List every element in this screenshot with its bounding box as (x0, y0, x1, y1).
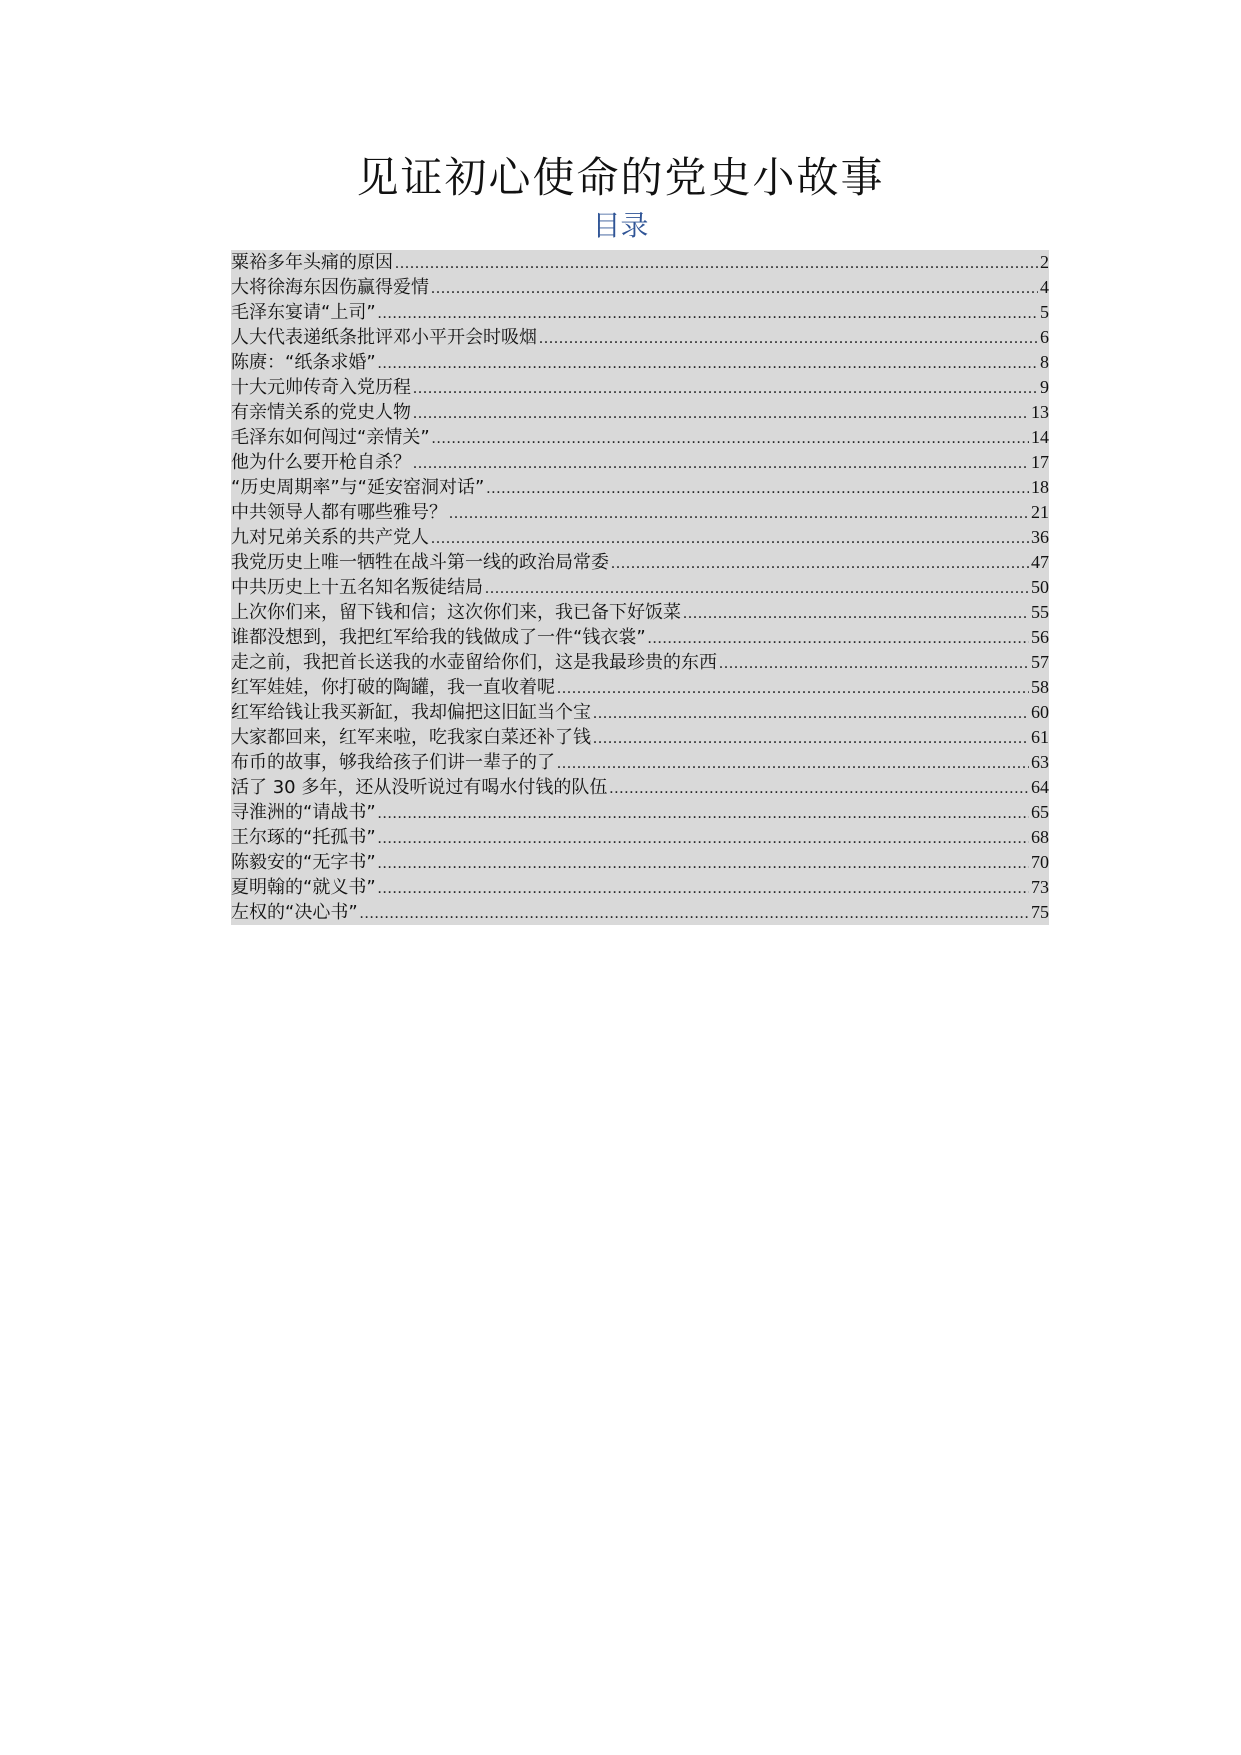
toc-entry-title[interactable]: 我党历史上唯一牺牲在战斗第一线的政治局常委 (231, 552, 609, 573)
toc-entry-page[interactable]: 2 (1040, 252, 1049, 272)
toc-entry[interactable] (231, 650, 1049, 675)
toc-entry-page[interactable]: 75 (1031, 902, 1049, 922)
toc-entry[interactable] (231, 425, 1049, 450)
toc-entry-page[interactable]: 9 (1040, 377, 1049, 397)
toc-dot-leader (413, 451, 1029, 475)
toc-entry[interactable] (231, 500, 1049, 525)
toc-dot-leader (395, 251, 1038, 275)
toc-entry-title[interactable]: 十大元帅传奇入党历程 (231, 377, 411, 398)
toc-entry[interactable] (231, 875, 1049, 900)
toc-entry-page[interactable]: 14 (1031, 427, 1049, 447)
toc-entry-page[interactable]: 64 (1031, 777, 1049, 797)
toc-entry[interactable] (231, 350, 1049, 375)
toc-entry-page[interactable]: 50 (1031, 577, 1049, 597)
toc-dot-leader (593, 701, 1029, 725)
toc-entry-page[interactable]: 68 (1031, 827, 1049, 847)
toc-entry-page[interactable]: 65 (1031, 802, 1049, 822)
toc-dot-leader (413, 401, 1029, 425)
toc-dot-leader (719, 651, 1029, 675)
toc-entry[interactable] (231, 750, 1049, 775)
toc-dot-leader (683, 601, 1029, 625)
toc-entry-title[interactable]: 活了 30 多年，还从没听说过有喝水付钱的队伍 (231, 777, 608, 798)
toc-entry-page[interactable]: 70 (1031, 852, 1049, 872)
toc-entry[interactable] (231, 450, 1049, 475)
toc-entry-title[interactable]: 王尔琢的“托孤书” (231, 827, 376, 848)
toc-dot-leader (449, 501, 1029, 525)
toc-entry-page[interactable]: 36 (1031, 527, 1049, 547)
toc-entry-title[interactable]: 陈赓：“纸条求婚” (231, 352, 376, 373)
toc-dot-leader (609, 776, 1029, 800)
toc-entry[interactable] (231, 625, 1049, 650)
toc-entry-title[interactable]: 陈毅安的“无字书” (231, 852, 376, 873)
toc-entry[interactable] (231, 700, 1049, 725)
toc-dot-leader (557, 751, 1029, 775)
table-of-contents (231, 250, 1049, 925)
toc-entry[interactable] (231, 250, 1049, 275)
toc-entry-title[interactable]: 中共领导人都有哪些雅号？ (231, 502, 447, 523)
toc-entry-title[interactable]: 上次你们来，留下钱和信；这次你们来，我已备下好饭菜 (231, 602, 681, 623)
toc-entry-page[interactable]: 56 (1031, 627, 1049, 647)
toc-entry[interactable] (231, 600, 1049, 625)
toc-entry-title[interactable]: 他为什么要开枪自杀？ (231, 452, 411, 473)
toc-entry[interactable] (231, 675, 1049, 700)
toc-entry-page[interactable]: 8 (1040, 352, 1049, 372)
toc-entry-title[interactable]: 大将徐海东因伤赢得爱情 (231, 277, 429, 298)
toc-dot-leader (593, 726, 1029, 750)
toc-entry-page[interactable]: 60 (1031, 702, 1049, 722)
toc-entry-page[interactable]: 17 (1031, 452, 1049, 472)
toc-entry[interactable] (231, 800, 1049, 825)
toc-entry[interactable] (231, 325, 1049, 350)
toc-dot-leader (432, 426, 1029, 450)
toc-dot-leader (378, 851, 1029, 875)
toc-dot-leader (378, 876, 1029, 900)
toc-entry[interactable] (231, 300, 1049, 325)
toc-entry-page[interactable]: 61 (1031, 727, 1049, 747)
toc-entry-page[interactable]: 4 (1040, 277, 1049, 297)
toc-entry[interactable] (231, 725, 1049, 750)
toc-entry-title[interactable]: 走之前，我把首长送我的水壶留给你们，这是我最珍贵的东西 (231, 652, 717, 673)
toc-dot-leader (431, 276, 1038, 300)
toc-entry-title[interactable]: 人大代表递纸条批评邓小平开会时吸烟 (231, 327, 537, 348)
document-title: 见证初心使命的党史小故事 (356, 153, 885, 202)
toc-dot-leader (360, 901, 1029, 925)
toc-entry[interactable] (231, 375, 1049, 400)
toc-entry-title[interactable]: 夏明翰的“就义书” (231, 877, 376, 898)
toc-entry[interactable] (231, 400, 1049, 425)
toc-dot-leader (378, 351, 1038, 375)
toc-entry[interactable] (231, 525, 1049, 550)
toc-entry-page[interactable]: 58 (1031, 677, 1049, 697)
toc-entry-title[interactable]: “历史周期率”与“延安窑洞对话” (231, 477, 485, 498)
toc-entry-title[interactable]: 红军给钱让我买新缸，我却偏把这旧缸当个宝 (231, 702, 591, 723)
toc-dot-leader (431, 526, 1029, 550)
toc-entry-title[interactable]: 寻淮洲的“请战书” (231, 802, 376, 823)
toc-entry[interactable] (231, 550, 1049, 575)
toc-dot-leader (611, 551, 1029, 575)
toc-dot-leader (378, 301, 1038, 325)
toc-entry[interactable] (231, 900, 1049, 925)
toc-entry-title[interactable]: 中共历史上十五名知名叛徒结局 (231, 577, 483, 598)
toc-entry-page[interactable]: 13 (1031, 402, 1049, 422)
toc-entry-title[interactable]: 大家都回来，红军来啦，吃我家白菜还补了钱 (231, 727, 591, 748)
toc-entry-page[interactable]: 57 (1031, 652, 1049, 672)
toc-dot-leader (413, 376, 1038, 400)
toc-entry-page[interactable]: 73 (1031, 877, 1049, 897)
toc-entry-title[interactable]: 布币的故事，够我给孩子们讲一辈子的了 (231, 752, 555, 773)
toc-entry-page[interactable]: 55 (1031, 602, 1049, 622)
toc-dot-leader (557, 676, 1029, 700)
toc-entry[interactable] (231, 775, 1049, 800)
toc-entry-title[interactable]: 九对兄弟关系的共产党人 (231, 527, 429, 548)
toc-dot-leader (539, 326, 1038, 350)
toc-dot-leader (378, 826, 1029, 850)
toc-dot-leader (648, 626, 1029, 650)
toc-entry-title[interactable]: 红军娃娃，你打破的陶罐，我一直收着呢 (231, 677, 555, 698)
toc-entry-page[interactable]: 6 (1040, 327, 1049, 347)
toc-entry-title[interactable]: 粟裕多年头痛的原因 (231, 252, 393, 273)
toc-entry-page[interactable]: 5 (1040, 302, 1049, 322)
toc-entry-title[interactable]: 毛泽东宴请“上司” (231, 302, 376, 323)
toc-entry-page[interactable]: 21 (1031, 502, 1049, 522)
toc-entry-page[interactable]: 63 (1031, 752, 1049, 772)
toc-heading: 目录 (592, 209, 649, 242)
toc-entry-title[interactable]: 左权的“决心书” (231, 902, 358, 923)
toc-entry-page[interactable]: 47 (1031, 552, 1049, 572)
toc-dot-leader (485, 576, 1029, 600)
toc-dot-leader (378, 801, 1029, 825)
toc-entry-title[interactable]: 毛泽东如何闯过“亲情关” (231, 427, 430, 448)
toc-entry-title[interactable]: 有亲情关系的党史人物 (231, 402, 411, 423)
toc-entry[interactable] (231, 275, 1049, 300)
toc-dot-leader (486, 476, 1029, 500)
toc-entry-page[interactable]: 18 (1031, 477, 1049, 497)
toc-entry[interactable] (231, 475, 1049, 500)
toc-entry[interactable] (231, 825, 1049, 850)
toc-entry-title[interactable]: 谁都没想到，我把红军给我的钱做成了一件“钱衣裳” (231, 627, 646, 648)
toc-entry[interactable] (231, 850, 1049, 875)
toc-entry[interactable] (231, 575, 1049, 600)
